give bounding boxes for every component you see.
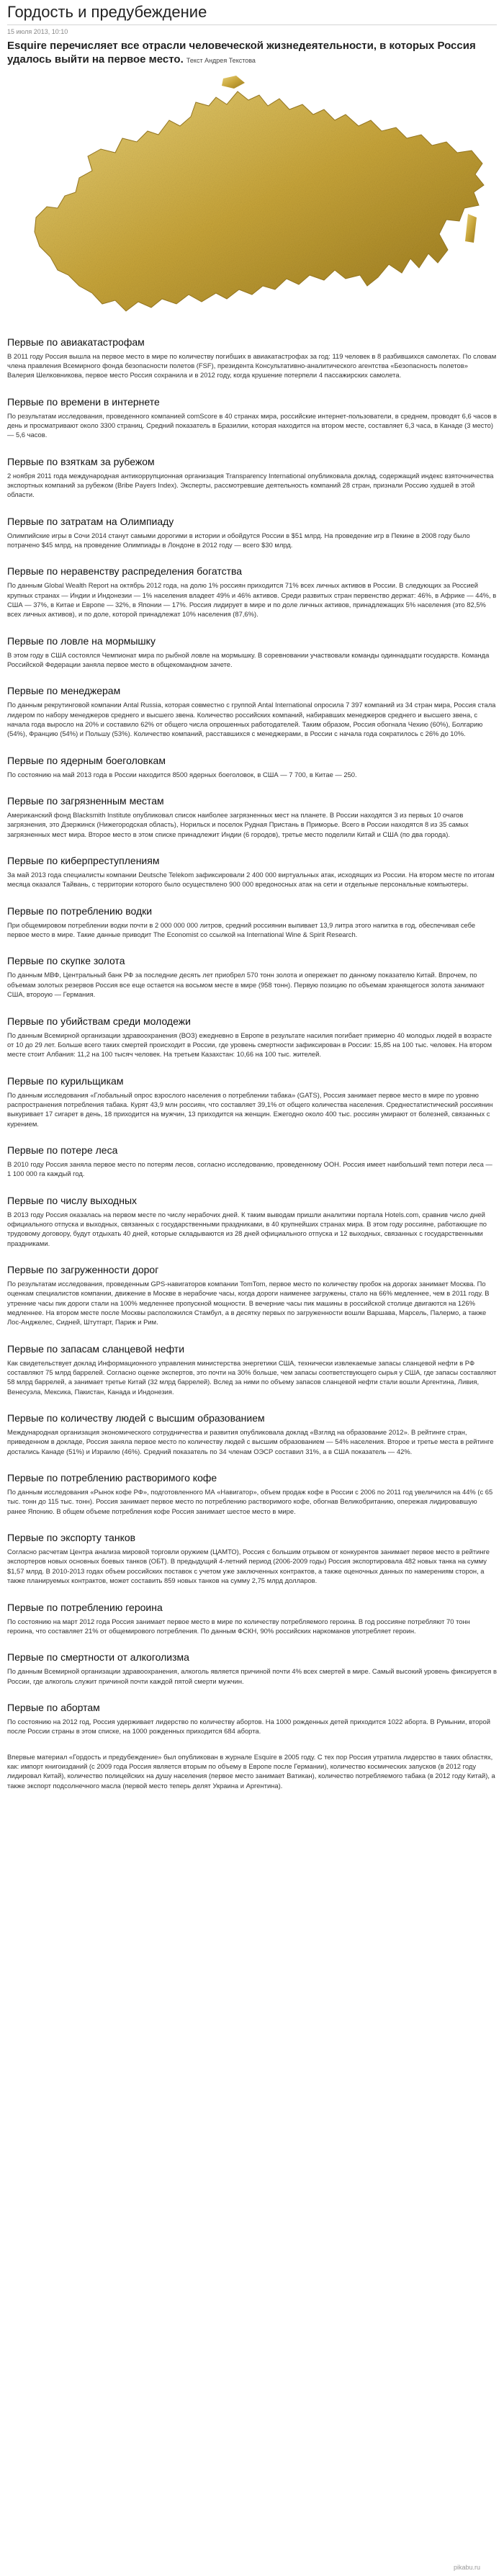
section-body: По результатам исследования, проведенным GPS-навигаторов компании TomTom, первое место по количеству пробок на дорогах занимает Москва. По оценкам специалистов компании, движение в Москве в нерабочие часы, когда дороги наименее загружены, стало на 66% медленнее, чем в 2011 году. В утренние часы пик дороги стали на 100% медленнее пропускной мощности. В вечерние часы пик машины в российской столице двигаются на 126% медленнее. На втором месте после Москвы расположился Стамбул, а в десятку первых по загруженности вошли Варшава, Марсель, Палермо, а также Лос-Анджелес, Сидней, Штутгарт, Париж и Рим. <box>7 1279 490 1327</box>
article-section <box>7 1264 497 1327</box>
article-author: Текст Андрея Текстова <box>186 56 256 64</box>
section-heading: Первые по курильщикам <box>7 1074 124 1087</box>
article-section <box>7 1651 497 1686</box>
article-section <box>7 755 497 779</box>
article-section <box>7 1702 497 1736</box>
section-body: По состоянию на май 2013 года в России находится 8500 ядерных боеголовок, в США — 7 700, в Китае — 250. <box>7 770 357 778</box>
article-section <box>7 685 497 738</box>
section-heading: Первые по числу выходных <box>7 1194 138 1206</box>
article-section <box>7 1144 497 1179</box>
russia-gold-map-icon <box>7 70 497 329</box>
section-body: По данным исследования «Глобальный опрос взрослого населения о потреблении табака» (GATS), Россия занимает первое место в мире по уровню распространения потребления табака. Курят 43,9 млн россиян, что составляет 39,1% от общего количества населения. Среднестатистический россиянин выкуривает 17 сигарет в день, 18 приходится на мужчин, 13 приходится на женщин. Ежегодно около 400 тыс. россиян умирают от болезней, связанных с курением. <box>7 1090 493 1128</box>
article-section <box>7 396 497 440</box>
section-heading: Первые по ядерным боеголовкам <box>7 754 166 766</box>
section-body: По данным Global Wealth Report на октябрь 2012 года, на долю 1% россиян приходится 71% всех личных активов в России. В следующих за Россией крупных странах — Индии и Индонезии — 1% населения владеет 49% и 46% активов. Среди развитых стран первенство держат: 46%, в Африке — 44%, в США — 37%, в Китае и Европе — 32%, в Японии — 17%. Россия лидирует в мире и по доле личных активов, принадлежащих 5% населения (это 82,5% всех личных активов), и по доле, которой принадлежат 10% населения (87,6%). <box>7 581 497 619</box>
article-section <box>7 635 497 670</box>
article-footer <box>7 1752 497 1790</box>
section-heading: Первые по неравенству распределения богатства <box>7 565 243 578</box>
section-body: Согласно расчетам Центра анализа мировой торговли оружием (ЦАМТО), Россия с большим отрывом от конкурентов занимает первое место в рейтинге экспортеров новых основных боевых танков (ОБТ). В предыдущий 4-летний период (2006-2009 годы) Россия экспортировала 482 новых танка на сумму $1,57 млрд. В 2010-2013 годах объем российских поставок с учетом уже заключенных контрактов, а также оценочных данных по намерениям сторон, а также планируемых контрактов, может составить 859 новых танков на сумму 2,75 млрд долларов. <box>7 1548 490 1585</box>
section-body: 2 ноября 2011 года международная антикоррупционная организация Transparency International опубликовала доклад, содержащий индекс взяточничества экспортных компаний за рубежом (Bribe Payers Index). Эксперты, рассмотревшие деятельность компаний 28 стран, признали Россию худшей в этой области. <box>7 471 494 499</box>
section-body: В 2013 году Россия оказалась на первом месте по числу нерабочих дней. К таким выводам пришли аналитики портала Hotels.com, сравнив число дней официального отпуска и выходных, связанных с государственными праздниками, в 40 крупнейших странах мира. В этом году россияне, работающие по трудовому договору, будут отдыхать 40 дней, которые складываются из 28 дней официального отпуска и 12 выходных, связанных с государственными праздниками. <box>7 1210 487 1247</box>
section-body: По данным Всемирной организации здравоохранения (ВОЗ) ежедневно в Европе в результате насилия погибает примерно 40 молодых людей в возрасте от 10 до 29 лет. Больше всего таких смертей происходит в России, где уровень смертности зафиксирован в России: 15,85 на 100 тыс. человек. На втором месте стоит Албания: 11,2 на 100 тысяч человек. На третьем Казахстан: 10,66 на 100 тыс. жителей. <box>7 1031 492 1059</box>
section-body: По результатам исследования, проведенного компанией comScore в 40 странах мира, российские интернет-пользователи, в среднем, проводят 6,6 часов в день и просматривают около 3300 страниц. Средний показатель в Бразилии, которая находится на втором месте, составляет 6,3 часа, в Канаде (3 место) — 5,6 часов. <box>7 411 497 439</box>
section-body: Американский фонд Blacksmith Institute опубликовал список наиболее загрязненных мест на планете. В России находятся 3 из первых 10 очагов загрязнения, это Дзержинск (Нижегородская область), Норильск и поселок Рудная Пристань в Приморье. Всего в России находятся 8 из 35 самых загрязненных мест мира. Второе место в этом списке принадлежит Индии (6 городов), третье место поделили Китай и США (по два города). <box>7 811 469 838</box>
article-section <box>7 1532 497 1585</box>
article-section <box>7 1602 497 1636</box>
article-section <box>7 855 497 889</box>
article-section <box>7 336 497 380</box>
sections-list <box>7 336 497 1736</box>
section-heading: Первые по ловле на мормышку <box>7 634 156 647</box>
article-section <box>7 516 497 550</box>
section-body: По состоянию на 2012 год, Россия удерживает лидерство по количеству абортов. На 1000 рожденных детей приходится 1022 аборта. В Румынии, второй после России страны в этом списке, на 1000 рожденных приходится 684 аборта. <box>7 1717 490 1736</box>
section-heading: Первые по смертности от алкоголизма <box>7 1651 189 1664</box>
section-heading: Первые по потере леса <box>7 1144 118 1156</box>
article-section <box>7 456 497 500</box>
section-heading: Первые по абортам <box>7 1701 100 1713</box>
section-body: По данным Всемирной организации здравоохранения, алкоголь является причиной почти 4% всех смертей в мире. Самый высокий уровень фиксируется в России, где алкоголь служит причиной почти каждой пятой смерти мужчин. <box>7 1667 497 1685</box>
section-heading: Первые по времени в интернете <box>7 395 160 408</box>
section-heading: Первые по количеству людей с высшим образованием <box>7 1412 265 1424</box>
section-heading: Первые по убийствам среди молодежи <box>7 1015 191 1027</box>
section-heading: Первые по загруженности дорог <box>7 1263 159 1275</box>
section-body: По данным рекрутинговой компании Antal Russia, которая совместно с группой Antal International опросила 7 397 компаний из 34 стран мира, Россия стала лидером по набору менеджеров среднего и высшего звена. Количество российских компаний, набиравших менеджеров среднего и высшего звена, с начала года выросло на 20% и составило 62% от общего числа опрошенных работодателей. Таким образом, Россия обогнала Чехию (60%), Болгарию (54%), Францию (54%) и Польшу (53%). Количество компаний, расставшихся с менеджерами, в России с начала года сократилось с 26% до 10%. <box>7 701 496 738</box>
section-heading: Первые по скупке золота <box>7 955 125 967</box>
section-heading: Первые по запасам сланцевой нефти <box>7 1342 185 1355</box>
section-body: По данным МВФ, Центральный банк РФ за последние десять лет приобрел 570 тонн золота и опережает по данному показателю Китай. Впрочем, по объемам золотых резервов Россия все еще остается на восьмом месте в мире (958 тонн). Первую позицию по объемам хранящегося золота занимают США, второую — Германия. <box>7 971 485 999</box>
section-body: В 2010 году Россия заняла первое место по потерям лесов, согласно исследованию, проведенному ООН. Россия имеет наибольший темп потери леса — 1 100 000 га каждый год. <box>7 1159 492 1178</box>
section-body: В 2011 году Россия вышла на первое место в мире по количеству погибших в авиакатастрофах за год: 119 человек в 8 разбившихся самолетах. По словам члена правления Всемирного фонда безопасности полетов (FSF), президента Консультативно-аналитического агентства «Безопасность полетов» Валерия Шелковникова, первое место Россия сохранила и в 2012 году, когда крушение потерпели 4 пассажирских самолета. <box>7 351 497 380</box>
section-body: Международная организация экономического сотрудничества и развития опубликовала доклад «Взгляд на образование 2012». В рейтинге стран, приведенном в докладе, Россия заняла первое место по количеству людей с высшим образованием — 54% населения. Второе и третье места в рейтинге достались Канаде (51%) и Израилю (46%). Средний показатель по 34 членам ОЭСР составил 31%, а в США показатель — 42%. <box>7 1428 494 1455</box>
section-heading: Первые по экспорту танков <box>7 1532 136 1544</box>
section-body: За май 2013 года специалисты компании Deutsche Telekom зафиксировали 2 400 000 виртуальных атак, исходящих из России. На втором месте по итогам месяца оказался Тайвань, с территории которого было осуществлено 900 000 вредоносных атак на сети и отдельные персональные компьютеры. <box>7 871 495 889</box>
article-section <box>7 1412 497 1456</box>
section-body: Как свидетельствует доклад Информационного управления министерства энергетики США, технически извлекаемые запасы сланцевой нефти в РФ составляют 75 млрд баррелей. Согласно оценке экспертов, это почти на 30% больше, чем запасы соответствующего сырья у США, где запасы составляют 58 млрд баррелей, а занимает третье Китай (32 млрд баррелей). Вслед за ними по объему запасов сланцевой нефти стали вошли Аргентина, Ливия, Венесуэла, Мексика, Пакистан, Канада и Индонезия. <box>7 1358 497 1396</box>
section-body: По состоянию на март 2012 года Россия занимает первое место в мире по количеству потребляемого героина. В год россияне потребляют 70 тонн героина, что составляет 21% от общемирового потребления. По данным ФСКН, 90% российских наркоманов употребляет героин. <box>7 1617 470 1635</box>
lead-text: Esquire перечисляет все отрасли человеческой жизнедеятельности, в которых Россия удалось выйти на первое место. <box>7 40 476 66</box>
section-body: При общемировом потреблении водки почти в 2 000 000 000 литров, средний россиянин выпивает 13,9 литра этого напитка в год, обеспечивая себе первое место в мире. Такие данные приводит The Economist со ссылкой на International Wine & Spirit Research. <box>7 920 476 939</box>
section-heading: Первые по потреблению растворимого кофе <box>7 1472 217 1484</box>
publish-date: 15 июля 2013, 10:10 <box>7 28 68 35</box>
article-section <box>7 955 497 999</box>
article-section <box>7 1343 497 1396</box>
article-section <box>7 1015 497 1059</box>
page-title: Гордость и предубеждение <box>7 3 497 25</box>
section-heading: Первые по взяткам за рубежом <box>7 455 155 467</box>
article-section <box>7 795 497 839</box>
article-section <box>7 905 497 940</box>
watermark: pikabu.ru <box>454 2564 481 2571</box>
article-section <box>7 565 497 619</box>
section-body: По данным исследования «Рынок кофе РФ», подготовленного МА «Навигатор», объем продаж кофе в России с 2006 по 2011 год увеличился на 44% (с 65 тыс. тонн до 115 тыс. тонн). Россия занимает первое место по потреблению растворимого кофе, обогнав Великобританию, опережая лидировавшую ранее Японию. В общем объеме потребления кофе Россия занимает шестое место в мире. <box>7 1488 493 1515</box>
article-section <box>7 1075 497 1128</box>
article-section <box>7 1195 497 1248</box>
russia-map-image <box>7 70 497 329</box>
section-heading: Первые по потреблению героина <box>7 1601 163 1613</box>
section-body: Олимпийские игры в Сочи 2014 станут самыми дорогими в истории и обойдутся России в $51 млрд. На проведение игр в Пекине в 2008 году было потрачено $45 млрд, на проведение Олимпиады в Лондоне в 2012 году — всего $30 млрд. <box>7 531 470 549</box>
section-heading: Первые по киберпреступлениям <box>7 855 160 867</box>
article-section <box>7 1472 497 1516</box>
article-lead <box>7 40 497 67</box>
section-heading: Первые по затратам на Олимпиаду <box>7 515 174 527</box>
section-heading: Первые по авиакатастрофам <box>7 336 145 348</box>
section-heading: Первые по менеджерам <box>7 685 121 697</box>
section-heading: Первые по потреблению водки <box>7 905 153 917</box>
section-body: В этом году в США состоялся Чемпионат мира по рыбной ловле на мормышку. В соревновании участвовали команды одиннадцати государств. Команда Российской Федерации заняла первое место в общекомандном зачете. <box>7 650 490 668</box>
section-heading: Первые по загрязненным местам <box>7 795 164 807</box>
footer-text: Впервые материал «Гордость и предубеждение» был опубликован в журнале Esquire в 2005 году. С тех пор Россия утратила лидерство в таких областях, как: импорт книгоизданий (с 2009 года Россия является вторым по объему в Европе после Германии), количество космических запусков (в 2012 году лидировал Китай), количество полицейских на душу населения (первое место занимает Ватикан), количество потребляемого табака (в 2012 году Китай), а также экспорт подсолнечного масла (первой место теперь делят Украина и Аргентина). <box>7 1752 495 1790</box>
